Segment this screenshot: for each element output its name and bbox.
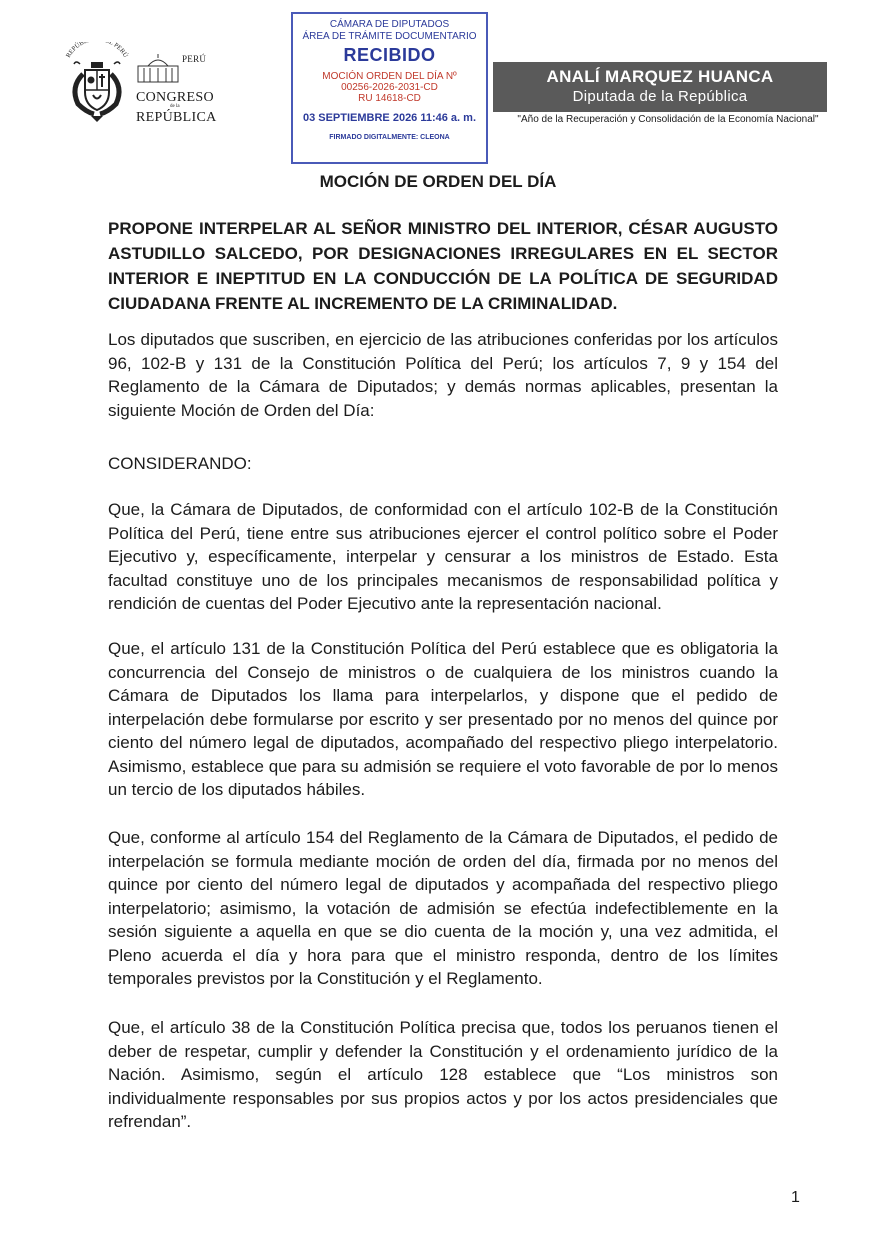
intro-paragraph: Los diputados que suscriben, en ejercicio de las atribuciones conferidas por los artículos 96, 102-B y 131 de la Constitución Política del Perú; los artículos 7, 9 y 154 del Reglamento de la Cámara de Diputados; y demás normas aplicables, presentan la siguiente Moción de Orden del Día: — [108, 330, 778, 420]
reception-stamp — [291, 12, 488, 164]
national-seal-logo — [58, 42, 136, 124]
stamp-chamber: CÁMARA DE DIPUTADOS — [329, 19, 450, 30]
logo-republica-text: REPÚBLICA — [136, 110, 217, 125]
stamp-signed: FIRMADO DIGITALMENTE: CLEONA — [329, 134, 450, 141]
considerando-paragraph-3: Que, conforme al artículo 154 del Reglamento de la Cámara de Diputados, el pedido de interpelación se formula mediante moción de orden del día, firmada por no menos del quince por ciento del número legal de diputados y acompañada del respectivo pliego interpelatorio; asimismo, la votación de admisión se efectúa indefectiblemente en la sesión siguiente a aquella en que se dio cuenta de la moción y, una vez admitida, el Pleno acuerda el día y hora para que el ministro responda, dentro de los límites temporales previstos por la Constitución y el Reglamento. — [108, 828, 778, 988]
document-subject: PROPONE INTERPELAR AL SEÑOR MINISTRO DEL INTERIOR, CÉSAR AUGUSTO ASTUDILLO SALCEDO, POR DESIGNACIONES IRREGULARES EN EL SECTOR INTERIOR E INEPTITUD EN LA CONDUCCIÓN DE LA POLÍTICA DE SEGURIDAD CIUDADANA FRENTE AL INCREMENTO DE LA CRIMINALIDAD. — [108, 219, 778, 313]
congress-building-icon — [136, 54, 180, 84]
page-number: 1 — [791, 1189, 800, 1206]
seal-arc-text: REPÚB L PERÚ — [64, 42, 130, 59]
stamp-motion-number: 00256-2026-2031-CD — [341, 82, 438, 93]
deputy-banner — [493, 62, 827, 112]
stamp-area: ÁREA DE TRÁMITE DOCUMENTARIO — [302, 31, 477, 42]
congress-logo — [136, 52, 216, 128]
stamp-ru: RU 14618-CD — [358, 93, 421, 104]
stamp-datetime: 03 SEPTIEMBRE 2026 11:46 a. m. — [302, 112, 477, 124]
logo-de-la-text: de la — [170, 104, 180, 109]
logo-congreso-text: CONGRESO — [136, 90, 214, 105]
document-title: MOCIÓN DE ORDEN DEL DÍA — [319, 172, 557, 191]
deputy-role: Diputada de la República — [572, 88, 748, 105]
year-motto: "Año de la Recuperación y Consolidación de la Economía Nacional" — [517, 114, 819, 125]
logo-peru-text: PERÚ — [182, 54, 207, 64]
considerando-paragraph-1: Que, la Cámara de Diputados, de conformidad con el artículo 102-B de la Constitución Política del Perú, tiene entre sus atribuciones ejercer el control político sobre el Poder Ejecutivo y, específicamente, interpelar y censurar a los ministros de Estado. Esta facultad constituye uno de los principales mecanismos de responsabilidad política y rendición de cuentas del Poder Ejecutivo ante la representación nacional. — [108, 500, 778, 613]
considerando-heading: CONSIDERANDO: — [108, 454, 252, 473]
stamp-motion-label: MOCIÓN ORDEN DEL DÍA Nº — [322, 71, 457, 82]
stamp-status: RECIBIDO — [343, 45, 436, 65]
deputy-name: ANALÍ MARQUEZ HUANCA — [546, 67, 774, 86]
considerando-paragraph-2: Que, el artículo 131 de la Constitución Política del Perú establece que es obligatoria la concurrencia del Consejo de ministros o de cualquiera de los ministros cuando la Cámara de Diputados los llama para interpelarlos, y dispone que el pedido de interpelación debe formularse por escrito y ser presentado por no menos del quince por ciento del número legal de diputados, acompañado del respectivo pliego interpelatorio. Asimismo, establece que para su admisión se requiere el voto favorable de por lo menos un tercio de los diputados hábiles. — [108, 639, 778, 799]
considerando-paragraph-4: Que, el artículo 38 de la Constitución Política precisa que, todos los peruanos tienen el deber de respetar, cumplir y defender la Constitución y el ordenamiento jurídico de la Nación. Asimismo, según el artículo 128 establece que “Los ministros son individualmente responsables por sus propios actos y por los actos presidenciales que refrendan”. — [108, 1018, 778, 1131]
svg-text:REPÚBLICA DEL PERÚ — [65, 42, 130, 59]
